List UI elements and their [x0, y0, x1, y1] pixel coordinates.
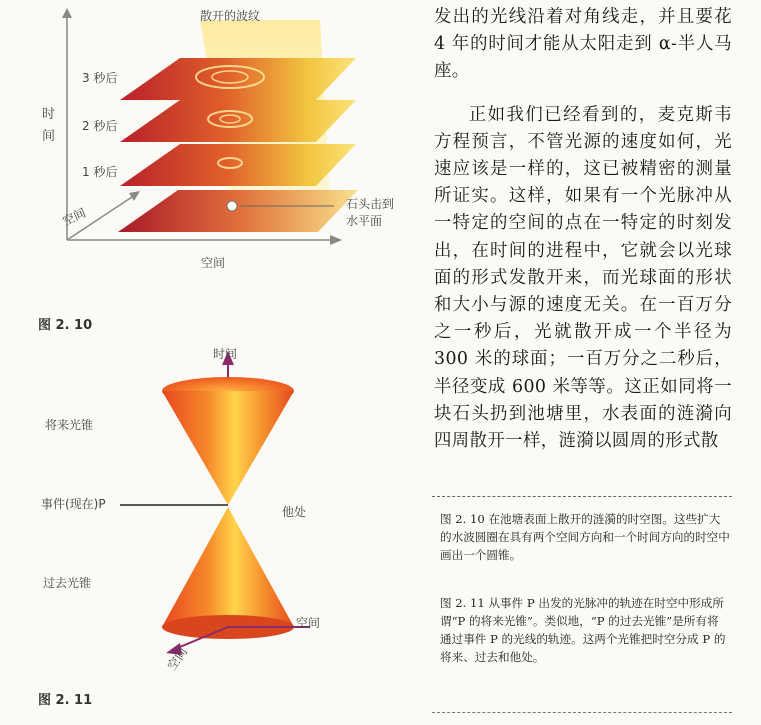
plane-3s	[120, 58, 356, 100]
fig210-stone-label: 石头击到 水平面	[346, 197, 395, 228]
fig211-elsewhere-label: 他处	[282, 505, 307, 519]
stone-impact-point	[227, 201, 237, 211]
fig210-time-label: 时 间	[42, 107, 56, 144]
diag-axis-arrow	[129, 191, 140, 201]
figure-2-11-label: 图 2. 11	[38, 693, 93, 708]
fig211-time-label: 时间	[213, 347, 238, 361]
fig210-level-3s: 3 秒后	[82, 71, 118, 85]
bottom-rule	[432, 712, 732, 713]
plane-1s	[120, 144, 356, 186]
body-paragraph-2: 正如我们已经看到的，麦克斯韦方程预言，不管光源的速度如何，光速应该是一样的，这已被精密的测量所证实。这样，如果有一个光脉冲从一特定的空间的点在一特定的时刻发出，在时间的进程中，它就会以光球面的形式发散开来，而光球面的形状和大小与源的速度无关。在一百万分之一秒后，光就散开成一个半径为 300 米的球面；一百万分之二秒后，半径变成 600 米等等。这正如同将一块石头扔到池塘里，水表面的涟漪向四周散开一样，涟漪以圆周的形式散	[434, 104, 732, 452]
time-axis-arrow	[62, 8, 72, 18]
fig211-future-label: 将来光锥	[45, 418, 94, 432]
body-paragraph-1: 发出的光线沿着对角线走，并且要花 4 年的时间才能从太阳走到 α-半人马座。	[434, 7, 732, 82]
fig211-past-label: 过去光锥	[43, 576, 92, 590]
fig210-space-diag: 空间	[60, 205, 89, 229]
fig211-space-diag: 空间	[164, 644, 191, 673]
body-text	[434, 4, 732, 455]
caption-2-10: 图 2. 10 在池塘表面上散开的涟漪的时空图。这些扩大的水波圆圈在具有两个空间方向和一个时间方向的时空中画出一个圆锥。	[440, 512, 730, 562]
fig210-level-1s: 1 秒后	[82, 165, 118, 179]
past-cone	[162, 507, 294, 627]
caption-2-11: 图 2. 11 从事件 P 出发的光脉冲的轨迹在时空中形成所谓“P 的将来光锥”。类似地，“P 的过去光锥”是所有将通过事件 P 的光线的轨迹。这两个光锥把时空分成 P 的将来、过去和他处。	[440, 596, 726, 664]
plane-0s	[118, 190, 358, 232]
fig211-space-right: 空间	[296, 616, 321, 630]
fig211-event-label: 事件(现在)P	[41, 497, 106, 511]
fig210-level-2s: 2 秒后	[82, 119, 118, 133]
caption-separator	[432, 496, 732, 497]
fig210-title: 散开的波纹	[200, 9, 261, 23]
space-axis-arrow	[330, 235, 342, 245]
figure-2-10-label: 图 2. 10	[38, 318, 93, 333]
figure-2-11-diagram	[0, 335, 420, 695]
future-cone	[162, 391, 294, 505]
fig210-space-bottom: 空间	[201, 256, 226, 270]
